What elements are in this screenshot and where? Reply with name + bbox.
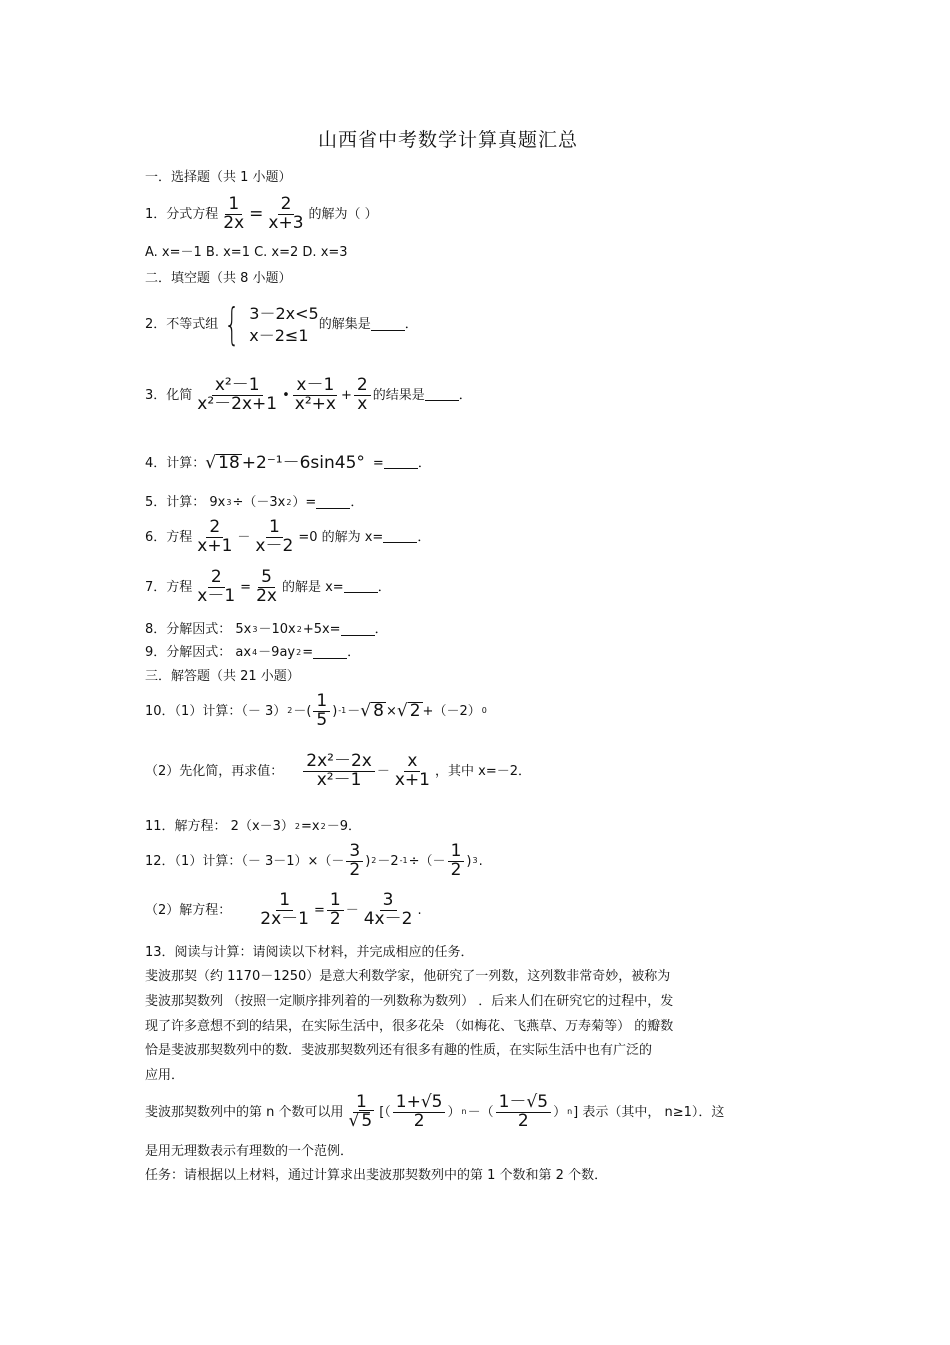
fraction: $\frac{1}{√ 5}$ xyxy=(348,1092,373,1131)
question-text: ) xyxy=(332,703,338,719)
fraction: $\frac{1}{x-2}$ xyxy=(255,517,294,556)
reading-paragraph-line: 现了许多意想不到的结果，在实际生活中，很多花朵 （如梅花、飞燕草、万寿菊等） 的瓣数 xyxy=(145,1019,674,1034)
exponent: 2 xyxy=(287,706,293,716)
fraction: $\frac{1}{2x-1}$ xyxy=(260,890,309,929)
fraction: $\frac{5}{2x}$ xyxy=(256,567,277,606)
question-12-part-1 xyxy=(145,843,483,880)
question-text: = xyxy=(302,645,314,660)
radicand: 2 xyxy=(409,701,421,722)
radicand: 18 xyxy=(218,453,240,473)
fibonacci-formula-line xyxy=(145,1094,724,1131)
reading-paragraph-line: 是用无理数表示有理数的一个范例． xyxy=(145,1144,354,1159)
radical-sign: √ xyxy=(360,700,372,721)
times-sign: × xyxy=(385,703,397,719)
question-text: 2．不等式组 xyxy=(145,317,219,333)
task-line: 任务：请根据以上材料，通过计算求出斐波那契数列中的第 1 个数和第 2 个数． xyxy=(145,1168,608,1183)
question-text: －（ xyxy=(467,1104,494,1120)
answer-options: A. x=－1 B. x=1 C. x=2 D. x=3 xyxy=(145,245,348,260)
fraction: $\frac{2}{x+1}$ xyxy=(197,517,233,556)
question-text: . xyxy=(417,902,422,918)
radicand: 8 xyxy=(373,701,384,722)
question-text: 7．方程 xyxy=(145,579,193,595)
exponent: 4 xyxy=(252,647,258,657)
question-text: 11．解方程： 2（x－3） xyxy=(145,819,294,834)
question-text: ） xyxy=(553,1104,567,1120)
question-2: 2．不等式组 { 3－2x<5 x－2≤1 的解集是 ． xyxy=(145,298,418,350)
reading-paragraph-line: 斐波那契数列 （按照一定顺序排列着的一列数称为数列） ．后来人们在研究它的过程中，发 xyxy=(145,994,674,1009)
question-text: +5x= xyxy=(302,622,341,637)
question-text: 的解集是 xyxy=(318,317,371,333)
inequality-line: x－2≤1 xyxy=(249,325,309,345)
question-text: 8．分解因式： 5x xyxy=(145,622,252,637)
answer-blank xyxy=(316,497,350,509)
question-text: （2）解方程： xyxy=(145,902,232,918)
answer-blank xyxy=(313,647,347,659)
question-text: 3．化简 xyxy=(145,387,193,403)
answer-blank xyxy=(341,624,375,636)
question-text: ) xyxy=(466,853,472,869)
section-heading: 三．解答题（共 21 小题） xyxy=(145,669,300,684)
answer-blank xyxy=(383,531,417,543)
fraction: $\frac{1-√5}{2}$ xyxy=(496,1094,551,1131)
expression: +2⁻¹－6sin45° xyxy=(241,452,365,473)
question-text: ÷（－3x xyxy=(232,495,286,510)
question-text: ] 表示（其中， n≥1）．这 xyxy=(573,1104,725,1120)
exponent: 2 xyxy=(296,624,302,634)
page-title: 山西省中考数学计算真题汇总 xyxy=(318,129,579,151)
fraction: $\frac{2}{x-1}$ xyxy=(197,567,236,606)
question-text: 的结果是 xyxy=(372,387,425,403)
question-4: 4．计算： √ 18 +2⁻¹－6sin45° = ． xyxy=(145,452,431,473)
question-text: － xyxy=(347,703,361,719)
question-12-part-2 xyxy=(145,892,422,929)
question-text: －2 xyxy=(377,853,399,869)
exponent: n xyxy=(461,1107,467,1117)
fraction: $\frac{3}{4x-2}$ xyxy=(363,890,413,929)
question-text: . xyxy=(478,853,483,869)
radical-sign: √ xyxy=(396,700,408,721)
exponent: 3 xyxy=(226,497,232,507)
answer-blank xyxy=(344,581,378,593)
exponent: 0 xyxy=(481,706,487,716)
exponent: 2 xyxy=(294,821,301,831)
question-text: 斐波那契数列中的第 n 个数可以用 xyxy=(145,1104,344,1120)
reading-paragraph-line: 恰是斐波那契数列中的数．斐波那契数列还有很多有趣的性质，在实际生活中也有广泛的 xyxy=(145,1043,653,1058)
radical-sign: √ xyxy=(205,452,217,473)
exponent: 2 xyxy=(286,497,292,507)
question-text: 4．计算： xyxy=(145,455,206,471)
fraction: $\frac{\text{x²－1}}{\text{x²－2x+1}}$ xyxy=(197,375,278,414)
equals-sign: = xyxy=(313,902,325,918)
question-text: 1．分式方程 xyxy=(145,206,219,222)
question-text: 9．分解因式： ax xyxy=(145,645,252,660)
minus-sign: － xyxy=(237,529,251,545)
inequality-system xyxy=(249,303,318,346)
question-text: 5．计算： 9x xyxy=(145,495,226,510)
fraction: $\frac{3}{2}$ xyxy=(346,843,363,880)
question-text: （2）先化简，再求值： xyxy=(145,763,284,779)
question-10-part-1 xyxy=(145,693,488,730)
exponent: -1 xyxy=(338,706,347,716)
fraction: $\frac{1}{5}$ xyxy=(313,693,330,730)
question-1 xyxy=(145,196,378,233)
question-text: ) xyxy=(365,853,371,869)
question-text: －9ay xyxy=(258,645,296,660)
question-text: =x xyxy=(301,819,320,834)
question-text: 的解是 x= xyxy=(281,579,344,595)
question-13-heading: 13．阅读与计算：请阅读以下材料，并完成相应的任务． xyxy=(145,945,474,960)
reading-paragraph-line: 应用． xyxy=(145,1068,185,1083)
question-text: [（ xyxy=(379,1104,391,1120)
equals-sign: = xyxy=(372,455,384,471)
question-text: =0 的解为 x= xyxy=(298,529,384,545)
question-text: －( xyxy=(293,703,312,719)
question-7: 7．方程 $\frac{2}{x-1}$ = $\frac{5}{2x}$ 的解是 x= ． xyxy=(145,567,391,606)
question-10-part-2 xyxy=(145,753,531,790)
question-6: 6．方程 $\frac{2}{x+1}$ － $\frac{1}{x-2}$ =0 的解为 x= ． xyxy=(145,517,431,556)
exponent: -1 xyxy=(399,856,408,866)
answer-blank xyxy=(384,457,418,469)
question-11 xyxy=(145,820,361,833)
reading-paragraph-line: 斐波那契（约 1170－1250）是意大利数学家，他研究了一列数，这列数非常奇妙，被称为 xyxy=(145,969,671,984)
fraction: $\frac{1+√5}{2}$ xyxy=(393,1094,446,1131)
question-text: ）= xyxy=(292,495,317,510)
exponent: 2 xyxy=(371,856,377,866)
question-text: －10x xyxy=(258,622,296,637)
exponent: 2 xyxy=(296,647,302,657)
left-brace: { xyxy=(224,298,240,350)
plus-sign: + xyxy=(340,387,352,403)
fraction: $\frac{1}{2}$ xyxy=(327,892,344,929)
exponent: 3 xyxy=(252,624,258,634)
question-9: 9．分解因式： ax 4 －9ay 2 = ． xyxy=(145,645,361,660)
question-3: 3．化简 $\frac{\text{x²－1}}{\text{x²－2x+1}}$ • $\frac{x-1}{\text{x²+x}}$ + $\frac{2}{x}$ 的结果是 ． xyxy=(145,375,472,414)
section-heading: 一．选择题（共 1 小题） xyxy=(145,170,292,185)
question-text: 10．（1）计算：（－ 3） xyxy=(145,703,287,719)
equals-sign: = xyxy=(240,579,252,595)
fraction: $\frac{x}{x+1}$ xyxy=(394,751,430,790)
question-text: 12．（1）计算：（－ 3－1）×（－ xyxy=(145,853,345,869)
fraction: $\frac{1}{2x}$ xyxy=(223,194,245,233)
question-text: －9． xyxy=(326,819,361,834)
question-text: 的解为（ ） xyxy=(308,206,378,222)
exponent: 3 xyxy=(472,856,478,866)
question-5: 5．计算： 9x 3 ÷（－3x 2 ）= ． xyxy=(145,495,364,510)
answer-blank xyxy=(371,319,405,331)
fraction: $\frac{1}{2}$ xyxy=(448,843,465,880)
exponent: 2 xyxy=(320,821,326,831)
question-text: +（－2） xyxy=(422,703,481,719)
answer-blank xyxy=(425,389,459,401)
dot-operator: • xyxy=(282,387,290,403)
question-text: 6．方程 xyxy=(145,529,193,545)
question-text: ） xyxy=(447,1104,461,1120)
question-text: ，其中 x=－2． xyxy=(435,763,531,779)
minus-sign: － xyxy=(376,763,390,779)
fraction: $\frac{2}{x}$ xyxy=(354,377,371,414)
minus-sign: － xyxy=(345,902,359,918)
equals-sign: = xyxy=(249,203,264,224)
fraction: $\frac{x-1}{\text{x²+x}}$ xyxy=(294,375,336,414)
fraction: $\frac{2}{x+3}$ xyxy=(268,194,304,233)
fraction: $\frac{\text{2x²－2x}}{\text{x²－1}}$ xyxy=(303,753,375,790)
exponent: n xyxy=(567,1107,573,1117)
question-8: 8．分解因式： 5x 3 －10x 2 +5x= ． xyxy=(145,622,388,637)
question-text: ÷（－ xyxy=(408,853,446,869)
section-heading: 二．填空题（共 8 小题） xyxy=(145,271,292,286)
inequality-line: 3－2x<5 xyxy=(249,304,319,323)
